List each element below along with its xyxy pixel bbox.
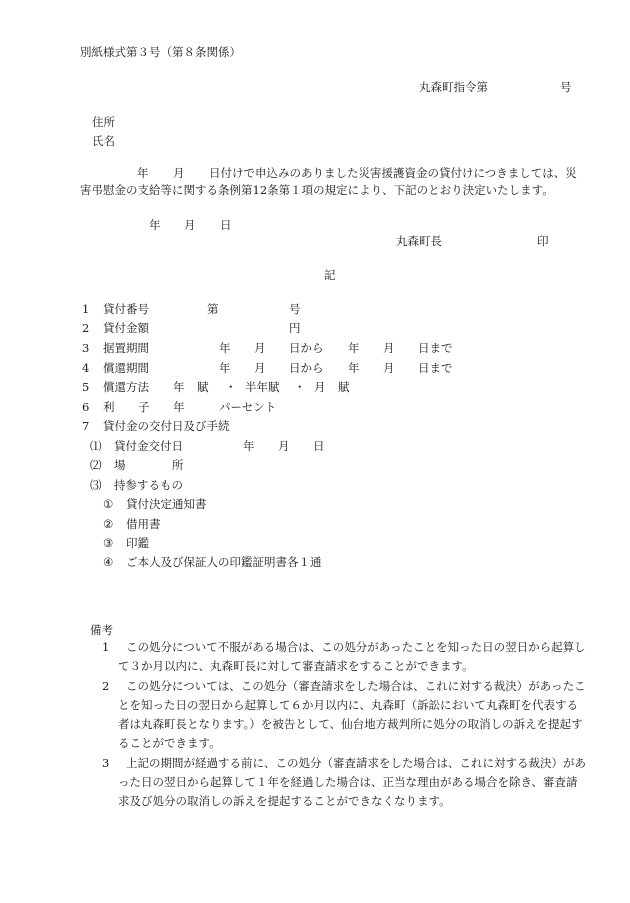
item-text: 月 [254, 361, 266, 375]
remark-number: 1 [102, 640, 110, 654]
item-label: 貸付金額 [103, 321, 149, 335]
bring-item-label: 貸付決定通知書 [126, 497, 207, 511]
ki-heading: 記 [324, 268, 336, 282]
remark-text: この処分については、この処分（審査請求をした場合は、これに対する裁決）があったことを知った日の翌日から起算して６か月以内に、丸森町（訴訟において丸森町を代表する者は丸森町長となります。）を被告として、仙台地方裁判所に処分の取消しの訴えを提起することができます。 [118, 679, 586, 750]
bring-item-label: 借用書 [126, 517, 161, 531]
issuer-title: 丸森町長 [396, 234, 442, 248]
item-text: 円 [289, 321, 301, 335]
item-text: 日から [289, 341, 324, 355]
item-text: 賦 [338, 380, 350, 394]
item-text: 年 [219, 361, 231, 375]
item-number: 1 [82, 302, 90, 316]
sub-item-number: ⑵ [90, 458, 102, 472]
sub-item-text: 日 [313, 439, 325, 453]
sub-item-number: ⑶ [90, 478, 102, 492]
item-number: 2 [82, 321, 90, 335]
item-text: 賦 [197, 380, 209, 394]
bring-item-number: ④ [103, 555, 114, 569]
item-text: 第 [207, 302, 219, 316]
remarks-title: 備考 [90, 623, 113, 637]
doc-number-prefix: 丸森町指令第 [419, 80, 488, 94]
decision-day: 日 [220, 218, 232, 232]
intro-day-text: 日付けで申込みのありました災害援護資金の貸付けにつきましては、災 [209, 166, 577, 180]
item-number: 7 [82, 419, 90, 433]
item-text: 年 [173, 400, 185, 414]
issuer-seal: 印 [537, 234, 549, 248]
item-text: 年 [173, 380, 185, 394]
item-number: 5 [82, 380, 90, 394]
item-text: 日まで [418, 361, 453, 375]
item-text: 日から [289, 361, 324, 375]
sub-item-label: 所 [172, 458, 184, 472]
name-label: 氏名 [92, 134, 115, 148]
bring-item-number: ① [103, 497, 114, 511]
remark-text: 上記の期間が経過する前に、この処分（審査請求をした場合は、これに対する裁決）があった日の翌日から起算して１年を経過した場合は、正当な理由がある場合を除き、審査請求及び処分の取消しの訴えを提起することができなくなります。 [118, 756, 586, 808]
address-label: 住所 [92, 115, 115, 129]
item-label: 子 [138, 400, 150, 414]
bring-item-label: 印鑑 [126, 536, 149, 550]
item-text: 月 [383, 361, 395, 375]
item-number: 3 [82, 341, 90, 355]
sub-item-number: ⑴ [90, 439, 102, 453]
item-text: ・ [225, 380, 237, 394]
sub-item-label: 貸付金交付日 [114, 439, 183, 453]
item-text: 年 [219, 341, 231, 355]
item-label: 貸付金の交付日及び手続 [103, 419, 230, 433]
item-label: 貸付番号 [103, 302, 149, 316]
item-number: 4 [82, 361, 90, 375]
item-text: ・ [294, 380, 306, 394]
sub-item-label: 場 [114, 458, 126, 472]
decision-year: 年 [149, 218, 161, 232]
intro-year: 年 [137, 166, 149, 180]
item-label: 据置期間 [103, 341, 149, 355]
item-text: パーセント [219, 400, 277, 414]
item-number: 6 [82, 400, 90, 414]
item-label: 償還期間 [103, 361, 149, 375]
item-text: 年 [348, 341, 360, 355]
doc-number-suffix: 号 [560, 80, 572, 94]
item-text: 号 [289, 302, 301, 316]
item-label: 利 [103, 400, 115, 414]
item-text: 年 [348, 361, 360, 375]
remark-number: 2 [102, 679, 110, 693]
sub-item-text: 年 [243, 439, 255, 453]
remark-text: この処分について不服がある場合は、この処分があったことを知った日の翌日から起算して３か月以内に、丸森町長に対して審査請求をすることができます。 [118, 640, 586, 673]
item-label: 償還方法 [103, 380, 149, 394]
item-text: 月 [314, 380, 326, 394]
sub-item-label: 持参するもの [114, 478, 183, 492]
bring-item-number: ③ [103, 536, 114, 550]
item-text: 日まで [418, 341, 453, 355]
item-text: 半年賦 [245, 380, 280, 394]
bring-item-label: ご本人及び保証人の印鑑証明書各１通 [126, 555, 322, 569]
intro-month: 月 [173, 166, 185, 180]
item-text: 月 [254, 341, 266, 355]
decision-month: 月 [184, 218, 196, 232]
item-text: 月 [383, 341, 395, 355]
bring-item-number: ② [103, 517, 114, 531]
form-title: 別紙様式第３号（第８条関係） [80, 45, 241, 59]
intro-line-2: 害弔慰金の支給等に関する条例第12条第１項の規定により、下記のとおり決定いたします。 [80, 183, 554, 197]
sub-item-text: 月 [278, 439, 290, 453]
remark-number: 3 [102, 756, 110, 770]
